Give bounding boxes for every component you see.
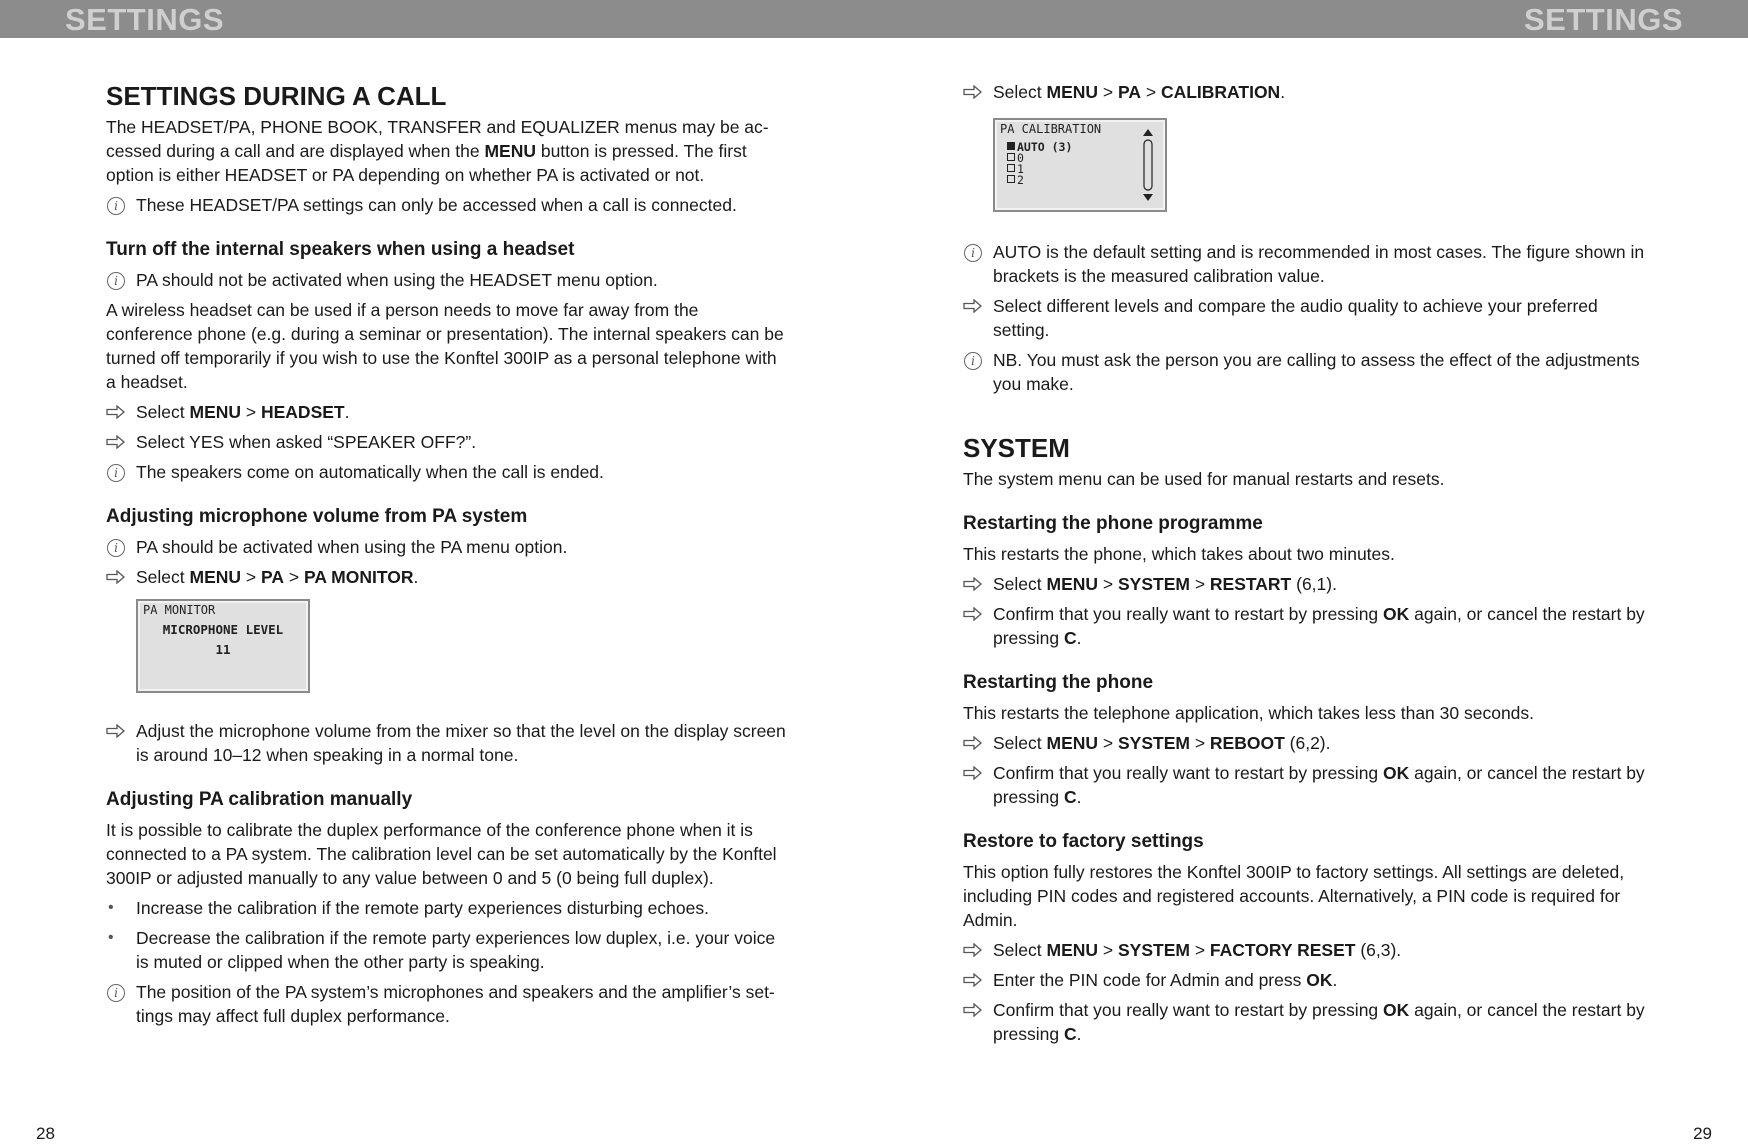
system-paragraph: The system menu can be used for manual restarts and resets. bbox=[963, 469, 1445, 489]
display-title: PA MONITOR bbox=[143, 603, 216, 617]
info-icon: i bbox=[107, 984, 125, 1002]
arrow-right-icon bbox=[963, 572, 987, 591]
subsection-title-restart-programme: Restarting the phone programme bbox=[963, 513, 1263, 534]
calibration-options bbox=[1007, 142, 1072, 186]
header-title-right: SETTINGS bbox=[1523, 2, 1683, 37]
display-label: MICROPHONE LEVEL bbox=[162, 622, 284, 637]
display-value: 11 bbox=[215, 642, 231, 657]
subsection-title-factory: Restore to factory settings bbox=[963, 831, 1204, 852]
page-number-left: 28 bbox=[36, 1124, 55, 1143]
bullet-item: • Decrease the calibration if the remote party experiences low duplex, i.e. your voice is muted or clipped when the other party is speaking. bbox=[108, 928, 776, 972]
call-intro-paragraph: The HEADSET/PA, PHONE BOOK, TRANSFER and EQUALIZER menus may be ac-cessed during a call and are displayed when the MENU button is pressed. The first option is either HEADSET or PA depending on whether PA is activated or not. bbox=[106, 117, 769, 185]
arrow-right-icon bbox=[963, 731, 987, 750]
info-note: i These HEADSET/PA settings can only be accessed when a call is connected. bbox=[106, 193, 788, 217]
subsection-title-calibration: Adjusting PA calibration manually bbox=[106, 789, 413, 810]
step-item: Confirm that you really want to restart by pressing OK again, or cancel the restart by pressing C. bbox=[963, 602, 1645, 650]
calibration-paragraph: It is possible to calibrate the duplex performance of the conference phone when it is connected to a PA system. The calibration level can be set automatically by the Konftel 300IP or adjusted manually to any value between 0 and 5 (0 being full duplex). bbox=[106, 820, 777, 888]
subsection-title-mic: Adjusting microphone volume from PA system bbox=[106, 506, 528, 527]
factory-paragraph: This option fully restores the Konftel 300IP to factory settings. All settings are deleted, including PIN codes and registered accounts. Alternatively, a PIN code is required for Admin. bbox=[963, 862, 1625, 930]
arrow-right-icon bbox=[106, 719, 130, 738]
page-number-right: 29 bbox=[1693, 1124, 1712, 1143]
header-bar bbox=[0, 0, 1748, 38]
arrow-right-icon bbox=[963, 602, 987, 621]
step-item: Confirm that you really want to restart by pressing OK again, or cancel the restart by pressing C. bbox=[963, 761, 1645, 809]
step-item: Select MENU > SYSTEM > FACTORY RESET (6,3). bbox=[963, 938, 1645, 962]
option: 1 bbox=[1007, 164, 1072, 175]
section-title-call: SETTINGS DURING A CALL bbox=[106, 81, 447, 111]
arrow-right-icon bbox=[963, 294, 987, 313]
pa-calibration-display bbox=[993, 118, 1167, 212]
step-item: Select MENU > SYSTEM > REBOOT (6,2). bbox=[963, 731, 1645, 755]
step-item: Adjust the microphone volume from the mixer so that the level on the display screen is around 10–12 when speaking in a normal tone. bbox=[106, 719, 788, 767]
arrow-right-icon bbox=[963, 761, 987, 780]
info-note: i NB. You must ask the person you are calling to assess the effect of the adjustments you make. bbox=[963, 348, 1645, 396]
header-title-left: SETTINGS bbox=[65, 2, 225, 37]
step-item: Select MENU > PA > PA MONITOR. bbox=[106, 565, 788, 589]
bullet-item: • Increase the calibration if the remote party experiences disturbing echoes. bbox=[108, 898, 709, 918]
right-page-column bbox=[963, 80, 1645, 1052]
info-note: i The position of the PA system’s microphones and speakers and the amplifier’s set-tings may affect full duplex performance. bbox=[106, 980, 788, 1028]
step-item: Confirm that you really want to restart by pressing OK again, or cancel the restart by pressing C. bbox=[963, 998, 1645, 1046]
pa-monitor-display bbox=[136, 599, 310, 693]
display-title: PA CALIBRATION bbox=[1000, 122, 1102, 136]
arrow-right-icon bbox=[106, 400, 130, 419]
info-icon: i bbox=[107, 464, 125, 482]
info-icon: i bbox=[107, 272, 125, 290]
step-item: Select MENU > SYSTEM > RESTART (6,1). bbox=[963, 572, 1645, 596]
info-icon: i bbox=[107, 539, 125, 557]
left-page-column bbox=[106, 80, 788, 1034]
restart-phone-paragraph: This restarts the telephone application, which takes less than 30 seconds. bbox=[963, 703, 1535, 723]
arrow-right-icon bbox=[106, 565, 130, 584]
step-item: Select YES when asked “SPEAKER OFF?”. bbox=[106, 430, 788, 454]
speakers-paragraph: A wireless headset can be used if a person needs to move far away from the conference phone (e.g. during a seminar or presentation). The internal speakers can be turned off temporarily if you wish to use the Konftel 300IP as a personal telephone with a headset. bbox=[106, 300, 784, 392]
arrow-right-icon bbox=[963, 998, 987, 1017]
restart-programme-paragraph: This restarts the phone, which takes about two minutes. bbox=[963, 544, 1395, 564]
scrollbar-icon bbox=[1141, 128, 1155, 202]
info-icon: i bbox=[964, 244, 982, 262]
step-item: Enter the PIN code for Admin and press OK. bbox=[963, 968, 1645, 992]
info-note: i PA should be activated when using the PA menu option. bbox=[106, 535, 788, 559]
subsection-title-restart-phone: Restarting the phone bbox=[963, 672, 1154, 693]
info-note: i The speakers come on automatically when the call is ended. bbox=[106, 460, 788, 484]
bullet-icon: • bbox=[108, 929, 114, 946]
step-item: Select different levels and compare the audio quality to achieve your preferred setting. bbox=[963, 294, 1645, 342]
info-note: i AUTO is the default setting and is recommended in most cases. The figure shown in brackets is the measured calibration value. bbox=[963, 240, 1645, 288]
arrow-right-icon bbox=[106, 430, 130, 449]
subsection-title-speakers: Turn off the internal speakers when using a headset bbox=[106, 239, 575, 260]
step-item: Select MENU > PA > CALIBRATION. bbox=[963, 80, 1645, 104]
option: 0 bbox=[1007, 153, 1072, 164]
option-selected: AUTO (3) bbox=[1007, 142, 1072, 153]
option: 2 bbox=[1007, 175, 1072, 186]
arrow-right-icon bbox=[963, 80, 987, 99]
arrow-right-icon bbox=[963, 938, 987, 957]
info-icon: i bbox=[964, 352, 982, 370]
step-item: Select MENU > HEADSET. bbox=[106, 400, 788, 424]
info-note: i PA should not be activated when using the HEADSET menu option. bbox=[106, 268, 788, 292]
bullet-icon: • bbox=[108, 899, 114, 916]
info-icon: i bbox=[107, 197, 125, 215]
section-title-system: SYSTEM bbox=[963, 433, 1070, 463]
arrow-right-icon bbox=[963, 968, 987, 987]
